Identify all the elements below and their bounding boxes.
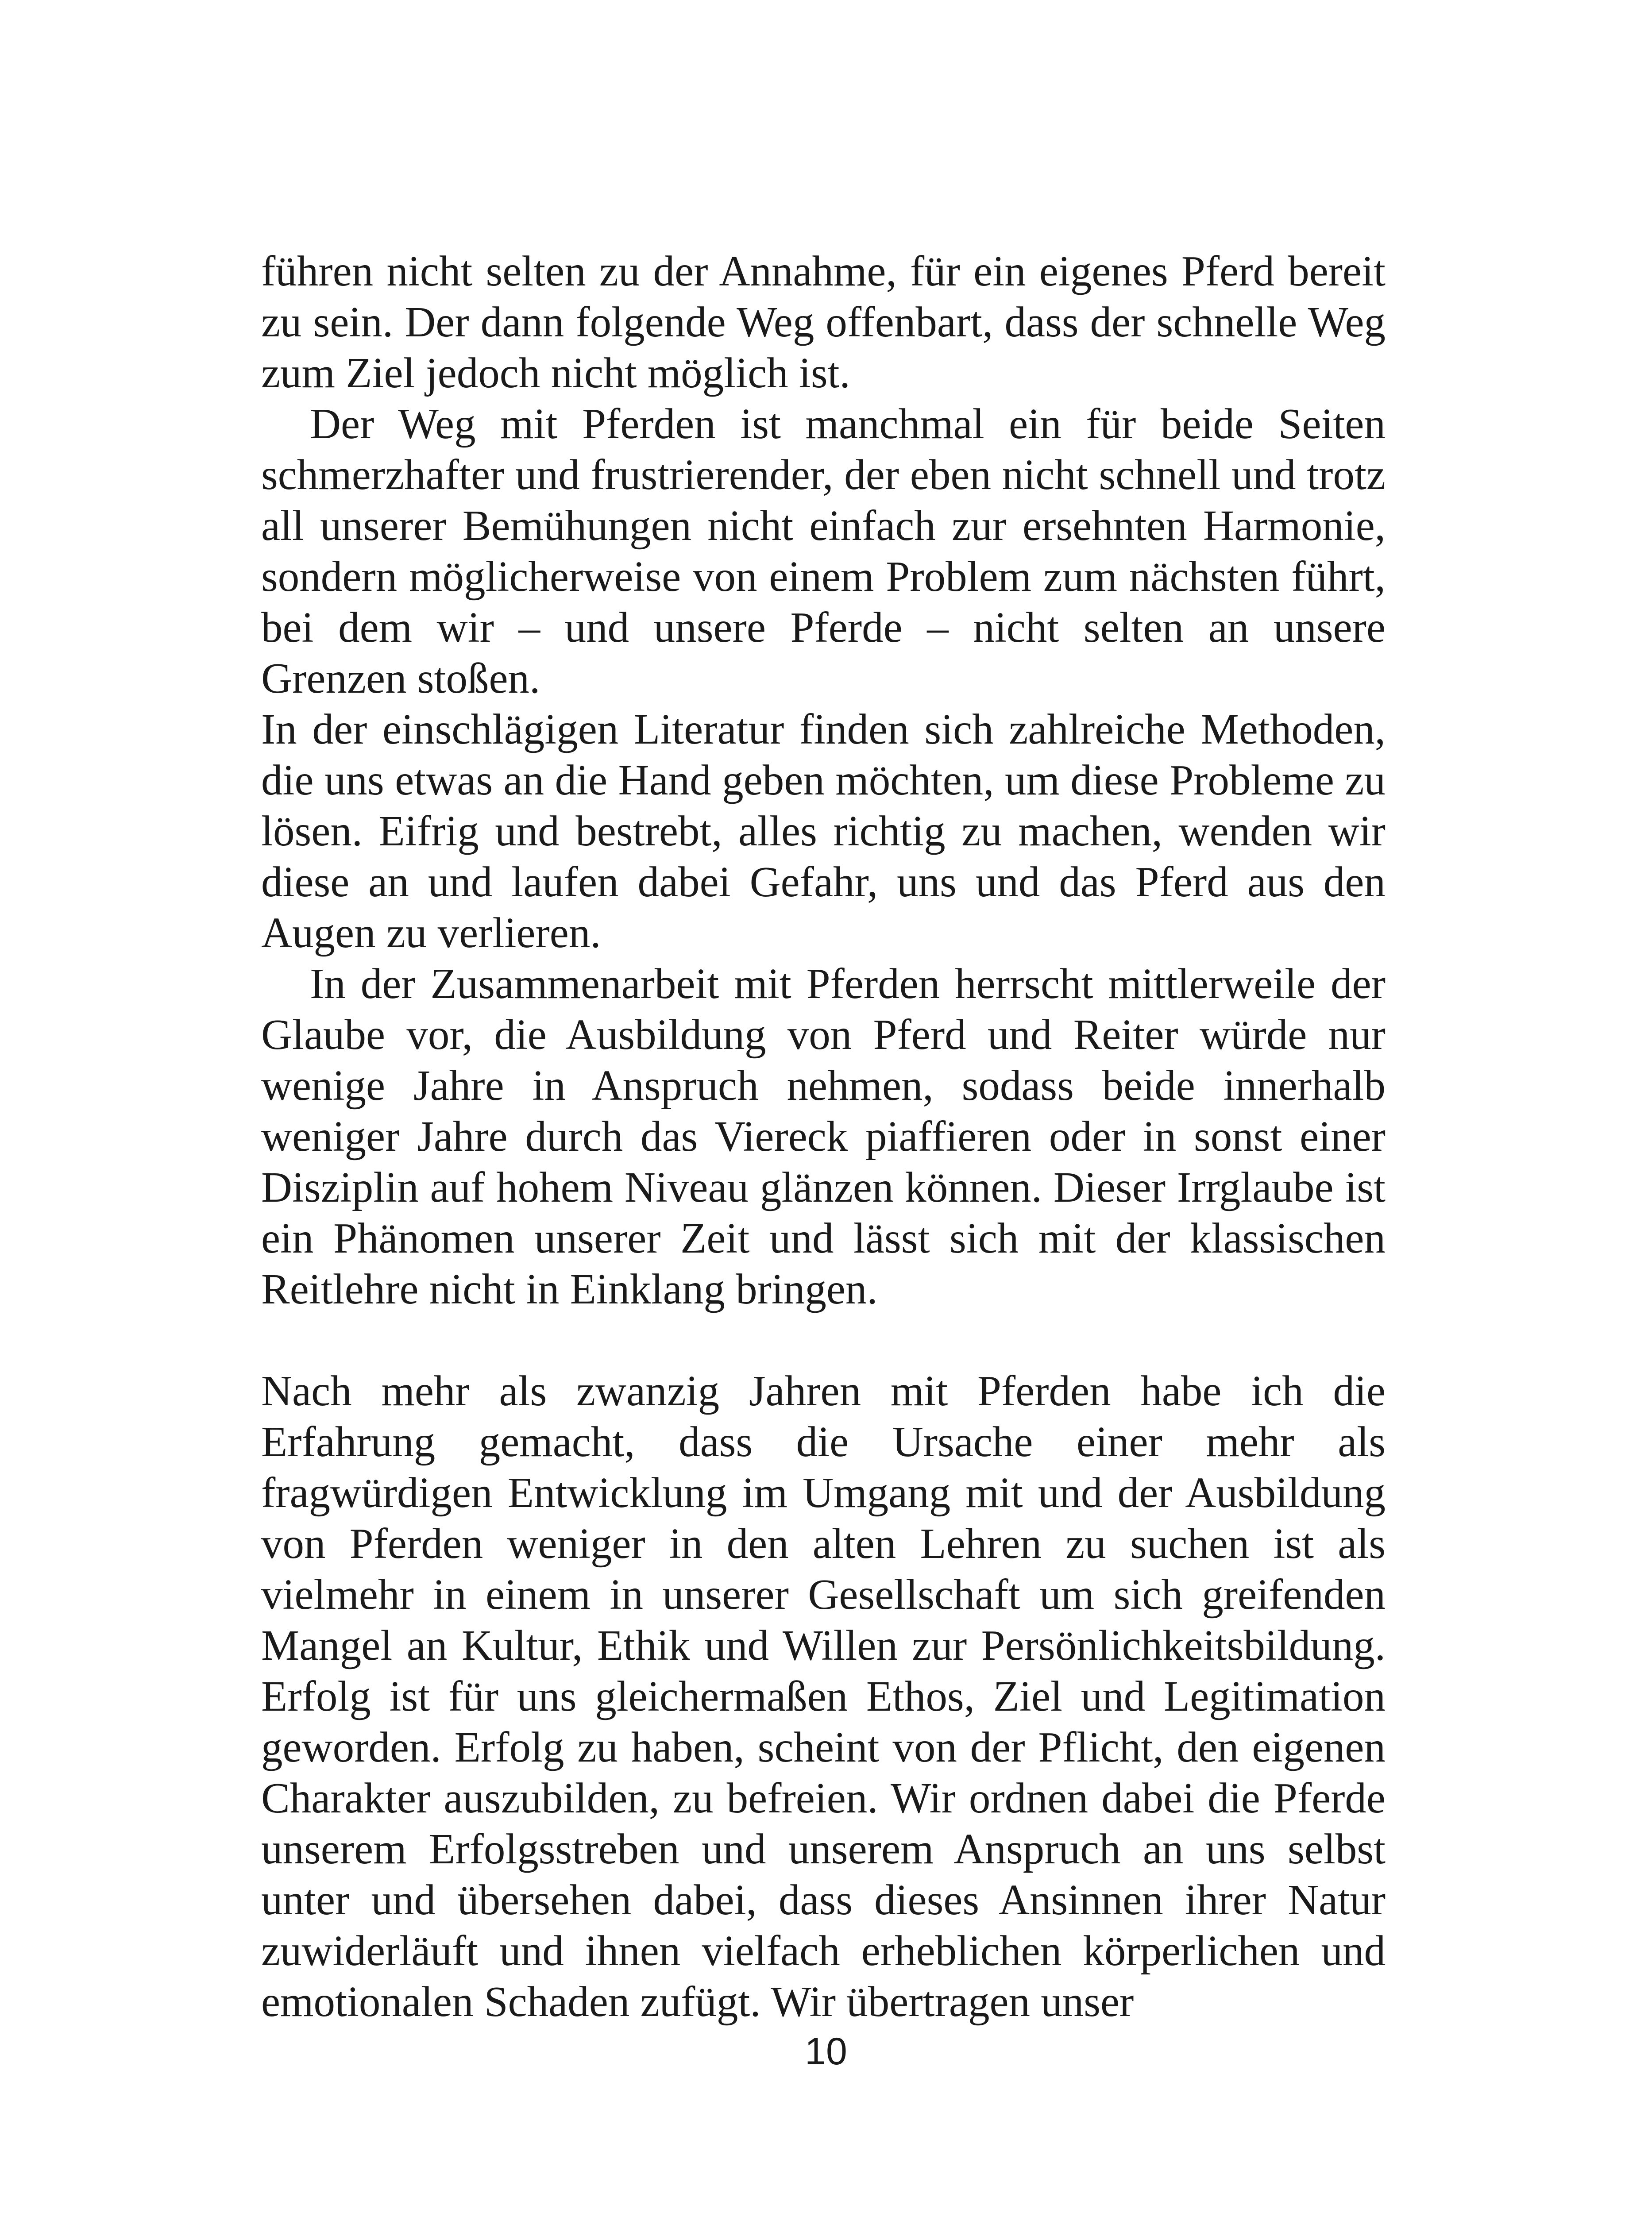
body-text — [261, 246, 1386, 2027]
paragraph-1: führen nicht selten zu der Annahme, für ein eigenes Pferd bereit zu sein. Der dann folgende Weg offenbart, dass der schnelle Weg zum Ziel jedoch nicht möglich ist. — [261, 247, 1386, 397]
section-break — [261, 1315, 1386, 1365]
paragraph-3: In der einschlägigen Literatur finden sich zahlreiche Methoden, die uns etwas an die Hand geben möchten, um diese Probleme zu lösen. Eifrig und bestrebt, alles richtig zu machen, wenden wir diese an und laufen dabei Gefahr, uns und das Pferd aus den Augen zu verlieren. — [261, 706, 1386, 956]
paragraph-2: Der Weg mit Pferden ist manchmal ein für beide Seiten schmerzhafter und frustrierender, der eben nicht schnell und trotz all unserer Bemühungen nicht einfach zur ersehnten Harmonie, sondern möglicherweise von einem Problem zum nächsten führt, bei dem wir – und unsere Pferde – nicht selten an unsere Grenzen stoßen. — [261, 400, 1386, 702]
paragraph-4: In der Zusammenarbeit mit Pferden herrscht mittlerweile der Glaube vor, die Ausbildung von Pferd und Reiter würde nur wenige Jahre in Anspruch nehmen, sodass beide innerhalb weniger Jahre durch das Viereck piaffieren oder in sonst einer Disziplin auf hohem Niveau glänzen können. Dieser Irrglaube ist ein Phänomen unserer Zeit und lässt sich mit der klassischen Reitlehre nicht in Einklang bringen. — [261, 960, 1386, 1313]
paragraph-5: Nach mehr als zwanzig Jahren mit Pferden habe ich die Erfahrung gemacht, dass die Ursache einer mehr als fragwürdigen Entwicklung im Umgang mit und der Ausbildung von Pferden weniger in den alten Lehren zu suchen ist als vielmehr in einem in unserer Gesellschaft um sich greifenden Mangel an Kultur, Ethik und Willen zur Persönlichkeitsbildung. Erfolg ist für uns gleichermaßen Ethos, Ziel und Legitimation geworden. Erfolg zu haben, scheint von der Pflicht, den eigenen Charakter auszubilden, zu befreien. Wir ordnen dabei die Pferde unserem Erfolgsstreben und unserem Anspruch an uns selbst unter und übersehen dabei, dass dieses Ansinnen ihrer Natur zuwiderläuft und ihnen vielfach erheblichen körperlichen und emotionalen Schaden zufügt. Wir übertragen unser — [261, 1367, 1386, 2025]
page-number: 10 — [805, 2030, 847, 2073]
